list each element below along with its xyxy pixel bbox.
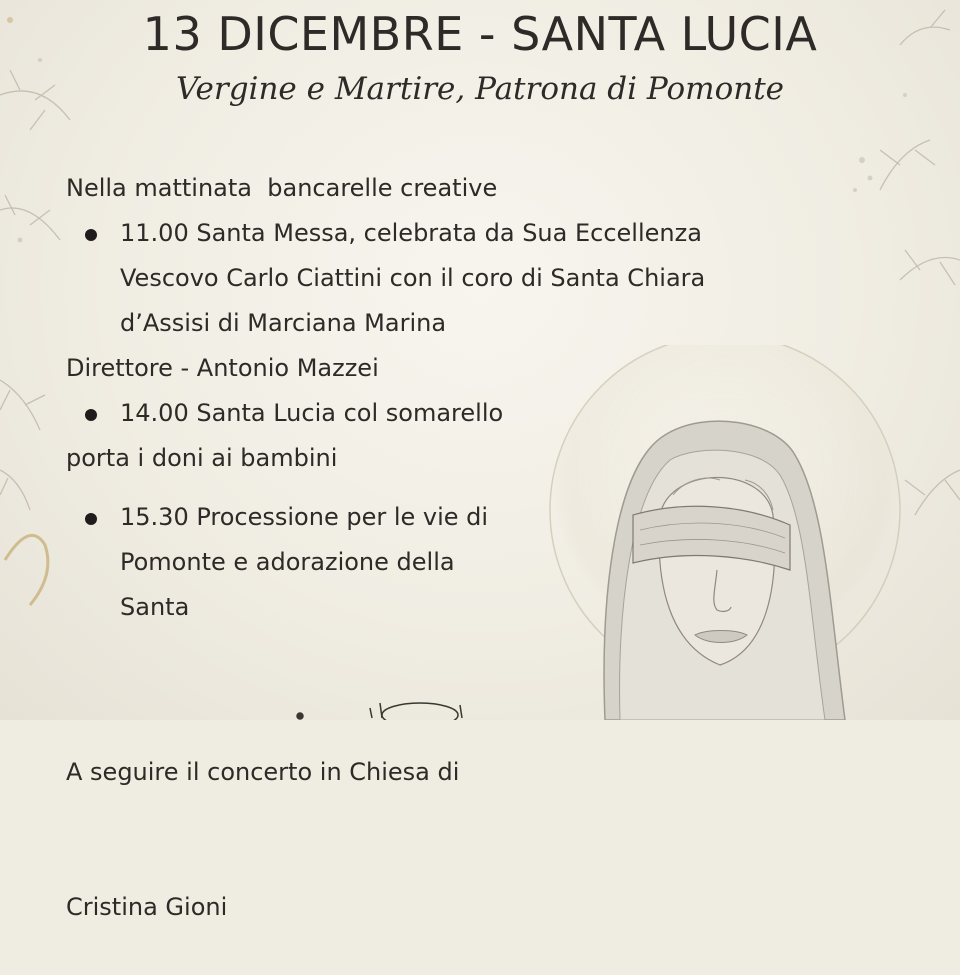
- page-title: 13 DICEMBRE - SANTA LUCIA: [142, 7, 818, 61]
- concert-performer: Cristina Gioni: [66, 893, 228, 921]
- bullet-icon: [85, 513, 97, 525]
- program-item-mass: [66, 211, 866, 346]
- concert-announcement-line: A seguire il concerto in Chiesa di: [66, 758, 460, 786]
- program-item-procession-text: 15.30 Processione per le vie di Pomonte e adorazione della Santa: [120, 503, 489, 621]
- bullet-icon: [85, 229, 97, 241]
- program-item-mass-text: 11.00 Santa Messa, celebrata da Sua Eccellenza Vescovo Carlo Ciattini con il coro di Santa Chiara d’Assisi di Marciana Marina: [120, 219, 706, 337]
- santa-lucia-portrait-image: [545, 345, 960, 720]
- concert-announcement: [66, 660, 459, 975]
- program-intro: Nella mattinata bancarelle creative: [66, 174, 498, 202]
- program-director: Direttore - Antonio Mazzei: [66, 354, 379, 382]
- program-item-donkey-text: 14.00 Santa Lucia col somarello: [120, 399, 504, 427]
- page-subtitle: Vergine e Martire, Patrona di Pomonte: [175, 71, 784, 107]
- bullet-icon: [85, 409, 97, 421]
- program-item-donkey-continuation: porta i doni ai bambini: [66, 444, 338, 472]
